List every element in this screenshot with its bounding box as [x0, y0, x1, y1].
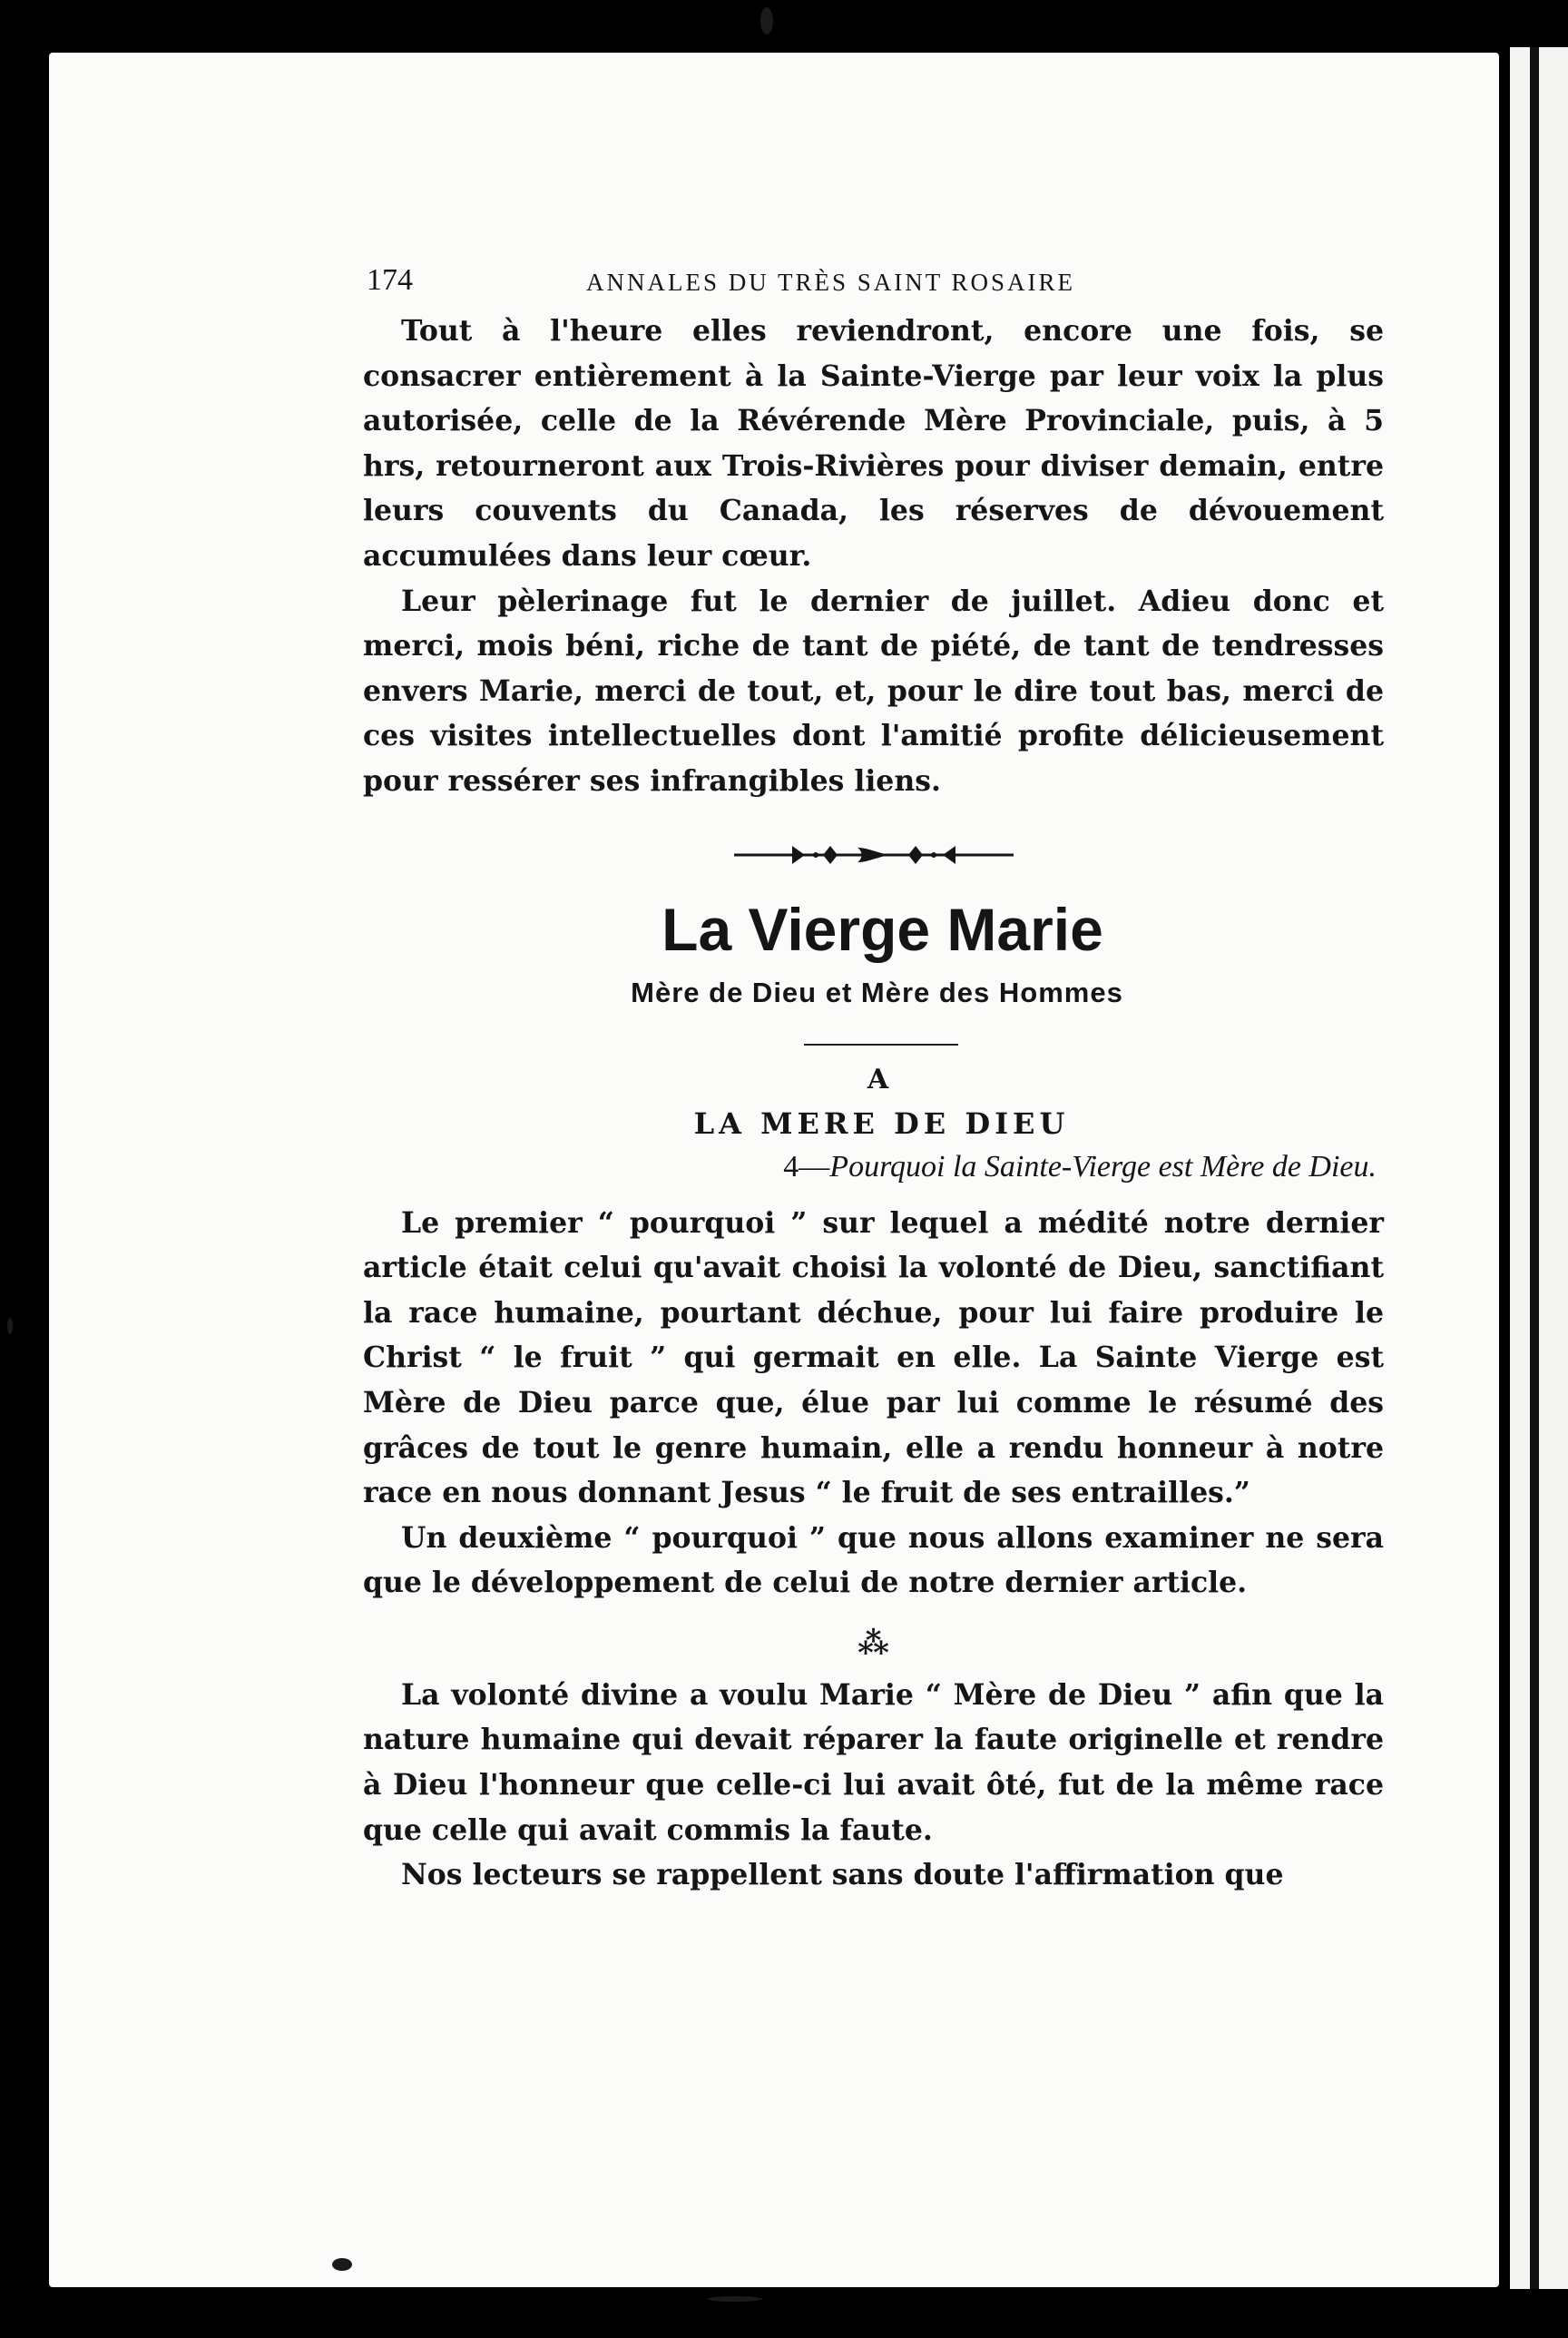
page-content: [363, 263, 1384, 1898]
title-rule: [804, 1044, 958, 1046]
article-title: La Vierge Marie: [662, 895, 1103, 963]
question-heading: [363, 1150, 1384, 1184]
dust-speck: [332, 2258, 352, 2271]
paragraph: Tout à l'heure elles reviendront, encore une fois, se consacrer entièrement à la Sainte-Vierge par leur voix la plus autorisée, celle de la Révérende Mère Provinciale, puis, à 5 hrs, retourneront aux Trois-Rivières pour diviser demain, entre leurs couvents du Canada, les réserves de dévouement accumulées dans leur cœur.: [363, 314, 1384, 573]
paragraph: Nos lecteurs se rappellent sans doute l'affirmation que: [401, 1858, 1284, 1892]
adjacent-page-edge: [1510, 47, 1568, 2289]
question-text: Pourquoi la Sainte-Vierge est Mère de Dieu.: [829, 1149, 1377, 1184]
question-number: 4—: [783, 1149, 830, 1184]
dust-speck: [708, 2296, 762, 2302]
section-letter: A: [867, 1063, 889, 1095]
article-subtitle: Mère de Dieu et Mère des Hommes: [631, 976, 1123, 1008]
dust-speck: [7, 1318, 13, 1334]
page-gutter-shadow: [1530, 47, 1539, 2289]
asterism: ⁂: [858, 1625, 889, 1662]
dust-speck: [760, 7, 773, 34]
paragraph: Le premier “ pourquoi ” sur lequel a médité notre dernier article était celui qu'avait choisi la volonté de Dieu, sanctifiant la race humaine, pourtant déchue, pour lui faire produire le Christ “ le fruit ” qui germait en elle. La Sainte Vierge est Mère de Dieu parce que, élue par lui comme le résumé des grâces de tout le genre humain, elle a rendu honneur à notre race en nous donnant Jesus “ le fruit de ses entrailles.”: [363, 1205, 1384, 1510]
ornament-divider-icon: [729, 840, 1019, 869]
running-title: ANNALES DU TRÈS SAINT ROSAIRE: [586, 269, 1076, 296]
running-head: [363, 263, 1384, 309]
section-title: LA MERE DE DIEU: [693, 1105, 1070, 1141]
paragraph: Un deuxième “ pourquoi ” que nous allons examiner ne sera que le développement de celui de notre dernier article.: [363, 1520, 1384, 1600]
paragraph: Leur pèlerinage fut le dernier de juillet. Adieu donc et merci, mois béni, riche de tant de piété, de tant de tendresses envers Marie, merci de tout, et, pour le dire tout bas, merci de ces visites intellectuelles dont l'amitié profite délicieusement pour ressérer ses infrangibles liens.: [363, 584, 1384, 798]
page-number: 174: [367, 263, 413, 297]
paragraph: La volonté divine a voulu Marie “ Mère de Dieu ” afin que la nature humaine qui devait réparer la faute originelle et rendre à Dieu l'honneur que celle-ci lui avait ôté, fut de la même race que celle qui avait commis la faute.: [363, 1677, 1384, 1847]
